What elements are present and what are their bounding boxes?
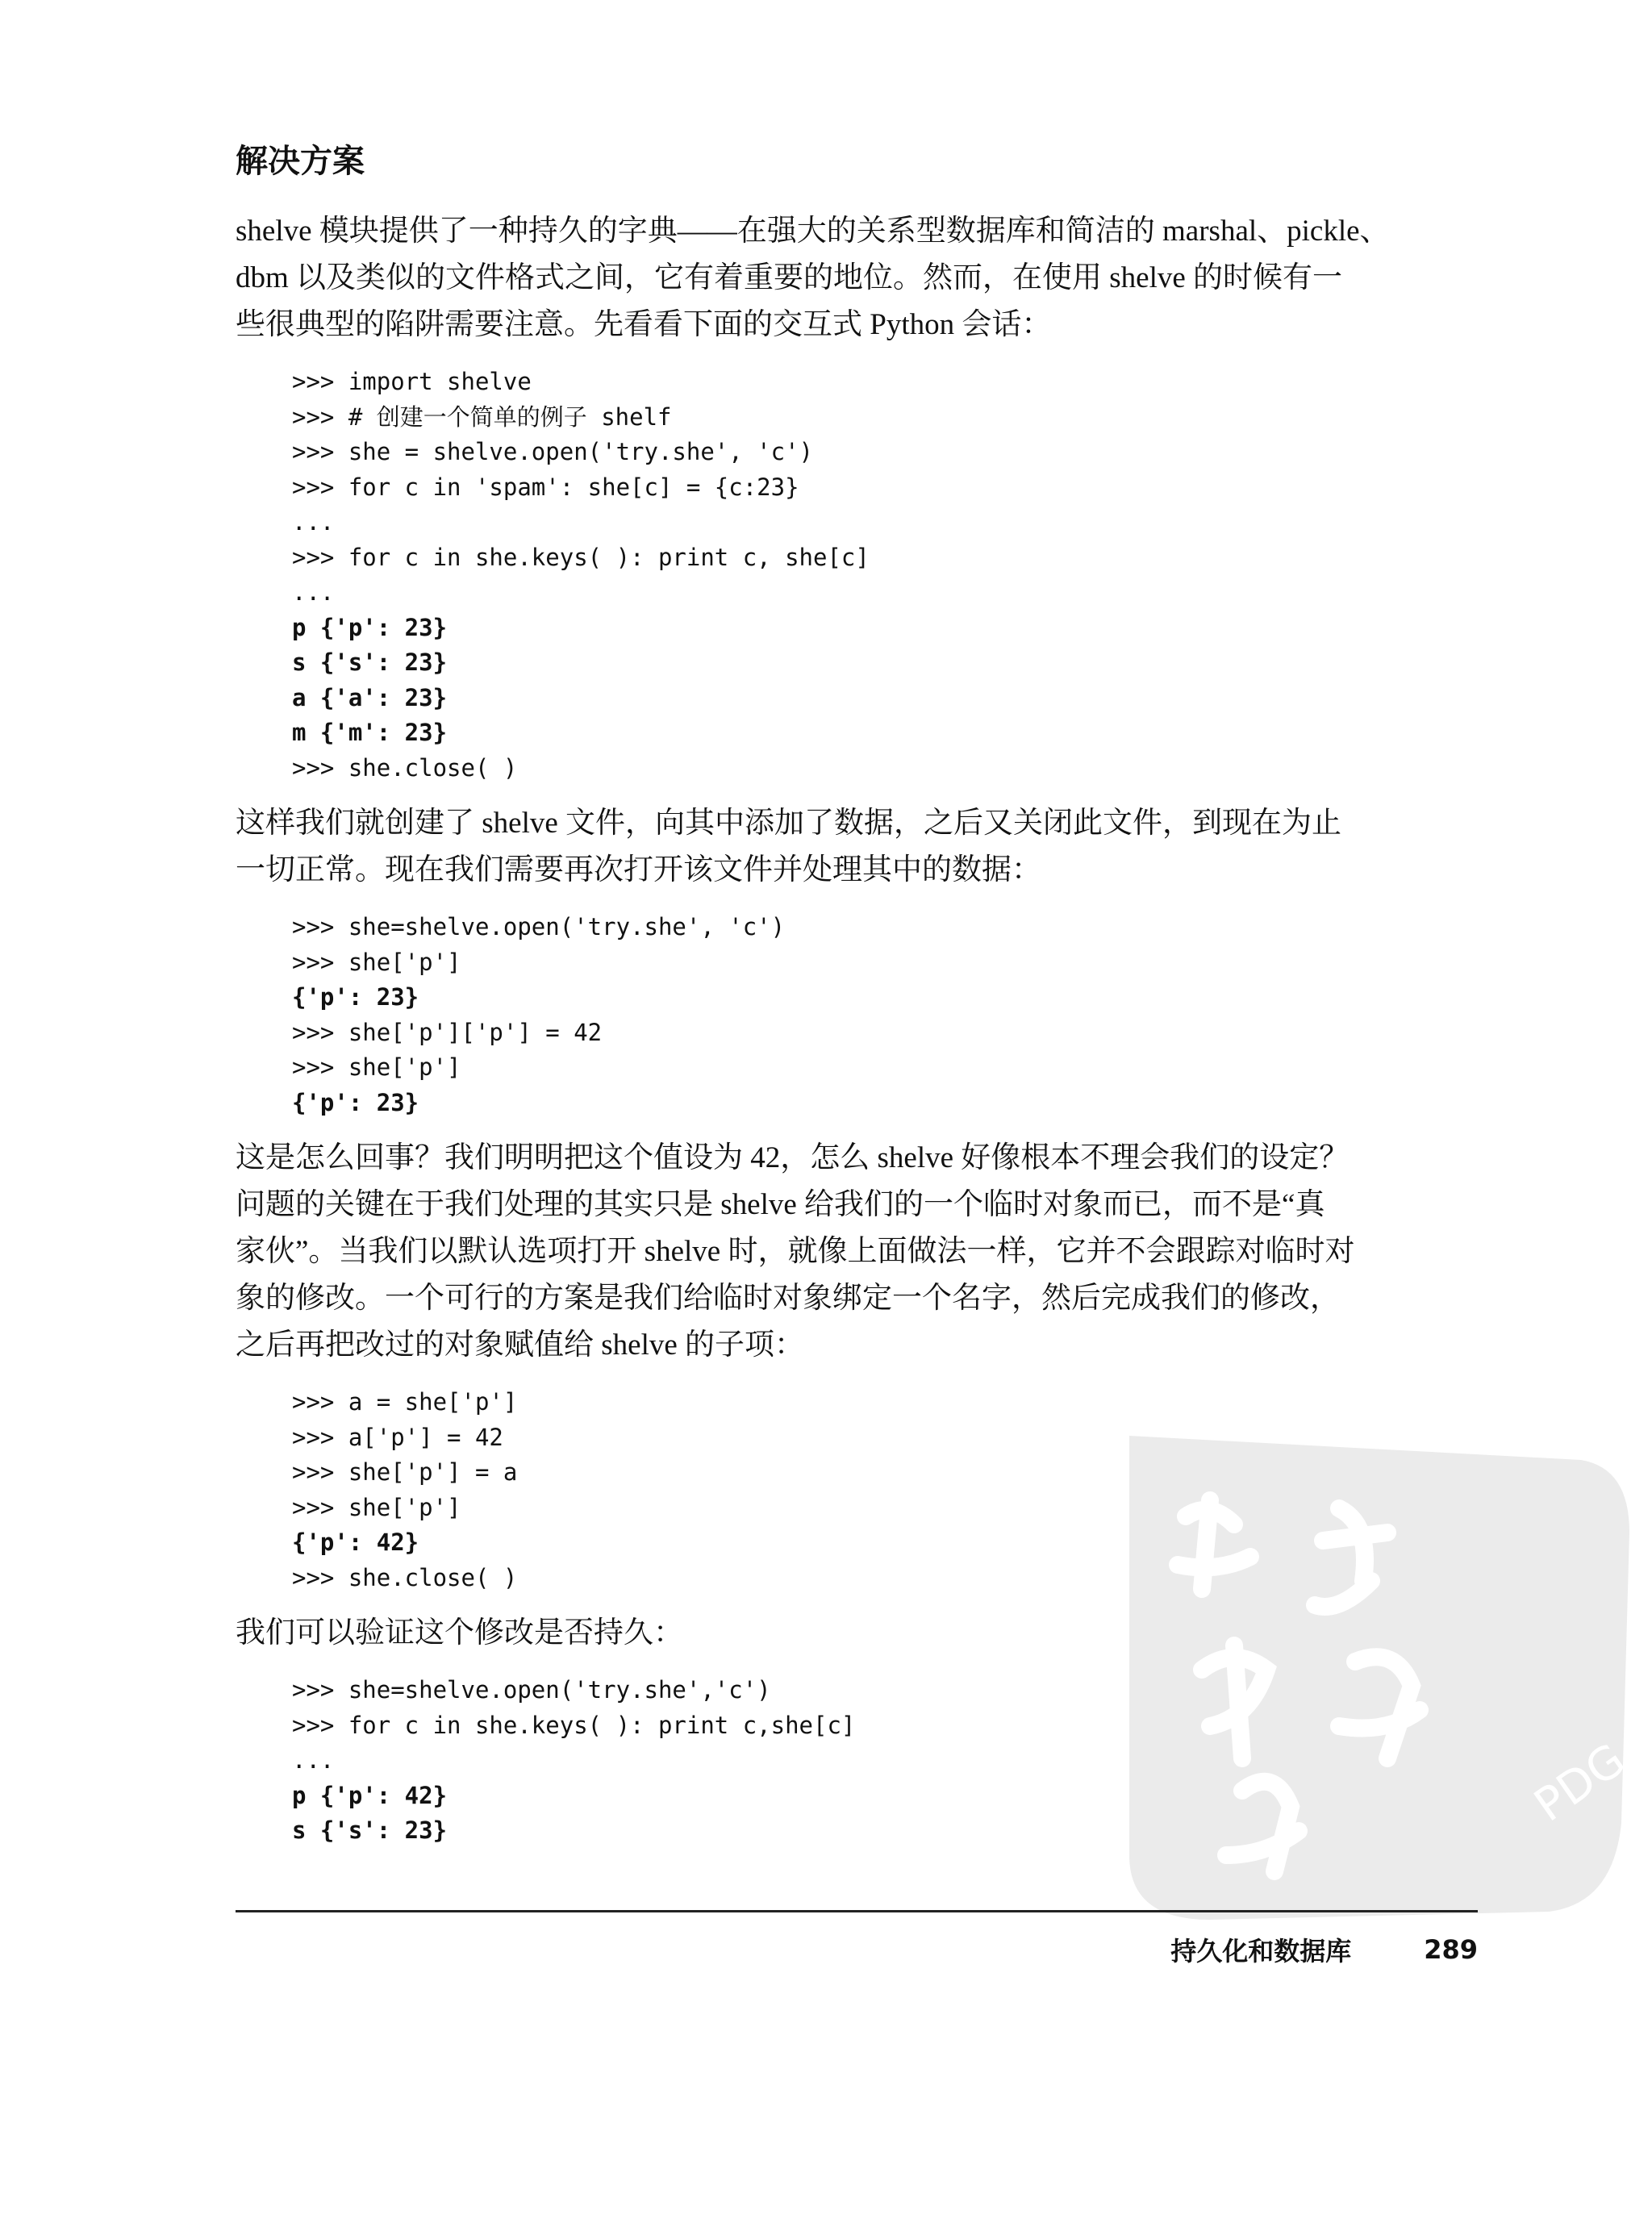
code-line: >>> she['p'] [292, 948, 461, 976]
code-output-line: s {'s': 23} [292, 649, 448, 676]
code-output-line: m {'m': 23} [292, 719, 448, 746]
footer-rule [236, 1910, 1478, 1912]
code-output-line: {'p': 23} [292, 983, 419, 1011]
text-line: 这是怎么回事？我们明明把这个值设为 42，怎么 shelve 好像根本不理会我们的设定？ [236, 1141, 1350, 1174]
paragraph-intro [236, 208, 1478, 348]
code-output-line: a {'a': 23} [292, 683, 448, 711]
code-line: >>> she = shelve.open('try.she', 'c') [292, 438, 814, 465]
code-output-line: p {'p': 42} [292, 1781, 448, 1809]
text-line: 家伙”。当我们以默认选项打开 shelve 时，就像上面做法一样，它并不会跟踪对临时对 [236, 1235, 1355, 1268]
code-output-line: {'p': 23} [292, 1088, 419, 1116]
code-line: >>> a = she['p'] [292, 1388, 518, 1416]
text-line: 之后再把改过的对象赋值给 shelve 的子项： [236, 1328, 805, 1362]
code-line: ... [292, 1746, 335, 1774]
code-line: >>> she.close( ) [292, 753, 518, 782]
text-line: 这样我们就创建了 shelve 文件，向其中添加了数据，之后又关闭此文件，到现在为止 [236, 807, 1342, 840]
code-output-line: s {'s': 23} [292, 1816, 448, 1844]
text-line: shelve 模块提供了一种持久的字典——在强大的关系型数据库和简洁的 marshal、pickle、 [236, 215, 1390, 248]
code-line: >>> she=shelve.open('try.she', 'c') [292, 913, 786, 940]
code-output-line: p {'p': 23} [292, 613, 448, 641]
code-line: ... [292, 578, 335, 606]
code-line: >>> she['p'] [292, 1053, 461, 1081]
chapter-title: 持久化和数据库 [1170, 1936, 1352, 1966]
code-line: >>> for c in she.keys( ): print c, she[c] [292, 543, 870, 571]
code-line: >>> # 创建一个简单的例子 shelf [292, 402, 672, 431]
code-output-line: {'p': 42} [292, 1529, 419, 1556]
paragraph-reopen [236, 800, 1478, 894]
code-line: >>> for c in 'spam': she[c] = {c:23} [292, 473, 799, 501]
watermark-seal [1097, 1403, 1646, 1936]
page-number: 289 [1424, 1934, 1478, 1965]
code-line: >>> import shelve [292, 368, 532, 395]
code-line: >>> she['p'] = a [292, 1458, 518, 1486]
section-heading: 解决方案 [236, 143, 365, 180]
text-line: 象的修改。一个可行的方案是我们给临时对象绑定一个名字，然后完成我们的修改， [236, 1282, 1340, 1315]
code-line: ... [292, 508, 335, 536]
watermark-label: PDG [1525, 1733, 1635, 1833]
code-line: >>> she.close( ) [292, 1563, 518, 1591]
code-line: >>> for c in she.keys( ): print c,she[c] [292, 1711, 856, 1739]
code-line: >>> she['p'] [292, 1493, 461, 1521]
text-line: 我们可以验证这个修改是否持久： [236, 1616, 683, 1650]
paragraph-explanation [236, 1135, 1478, 1369]
code-line: >>> she=shelve.open('try.she','c') [292, 1676, 771, 1704]
code-line: >>> a['p'] = 42 [292, 1423, 503, 1451]
code-block-reopen [292, 910, 1478, 1120]
text-line: dbm 以及类似的文件格式之间，它有着重要的地位。然而，在使用 shelve 的时候有一 [236, 261, 1343, 294]
text-line: 些很典型的陷阱需要注意。先看看下面的交互式 Python 会话： [236, 308, 1052, 341]
code-line: >>> she['p']['p'] = 42 [292, 1018, 603, 1046]
code-block-create-shelf [292, 365, 1478, 786]
page-footer [236, 1929, 1478, 1970]
text-line: 一切正常。现在我们需要再次打开该文件并处理其中的数据： [236, 853, 1041, 886]
text-line: 问题的关键在于我们处理的其实只是 shelve 给我们的一个临时对象而已，而不是“真 [236, 1188, 1325, 1221]
